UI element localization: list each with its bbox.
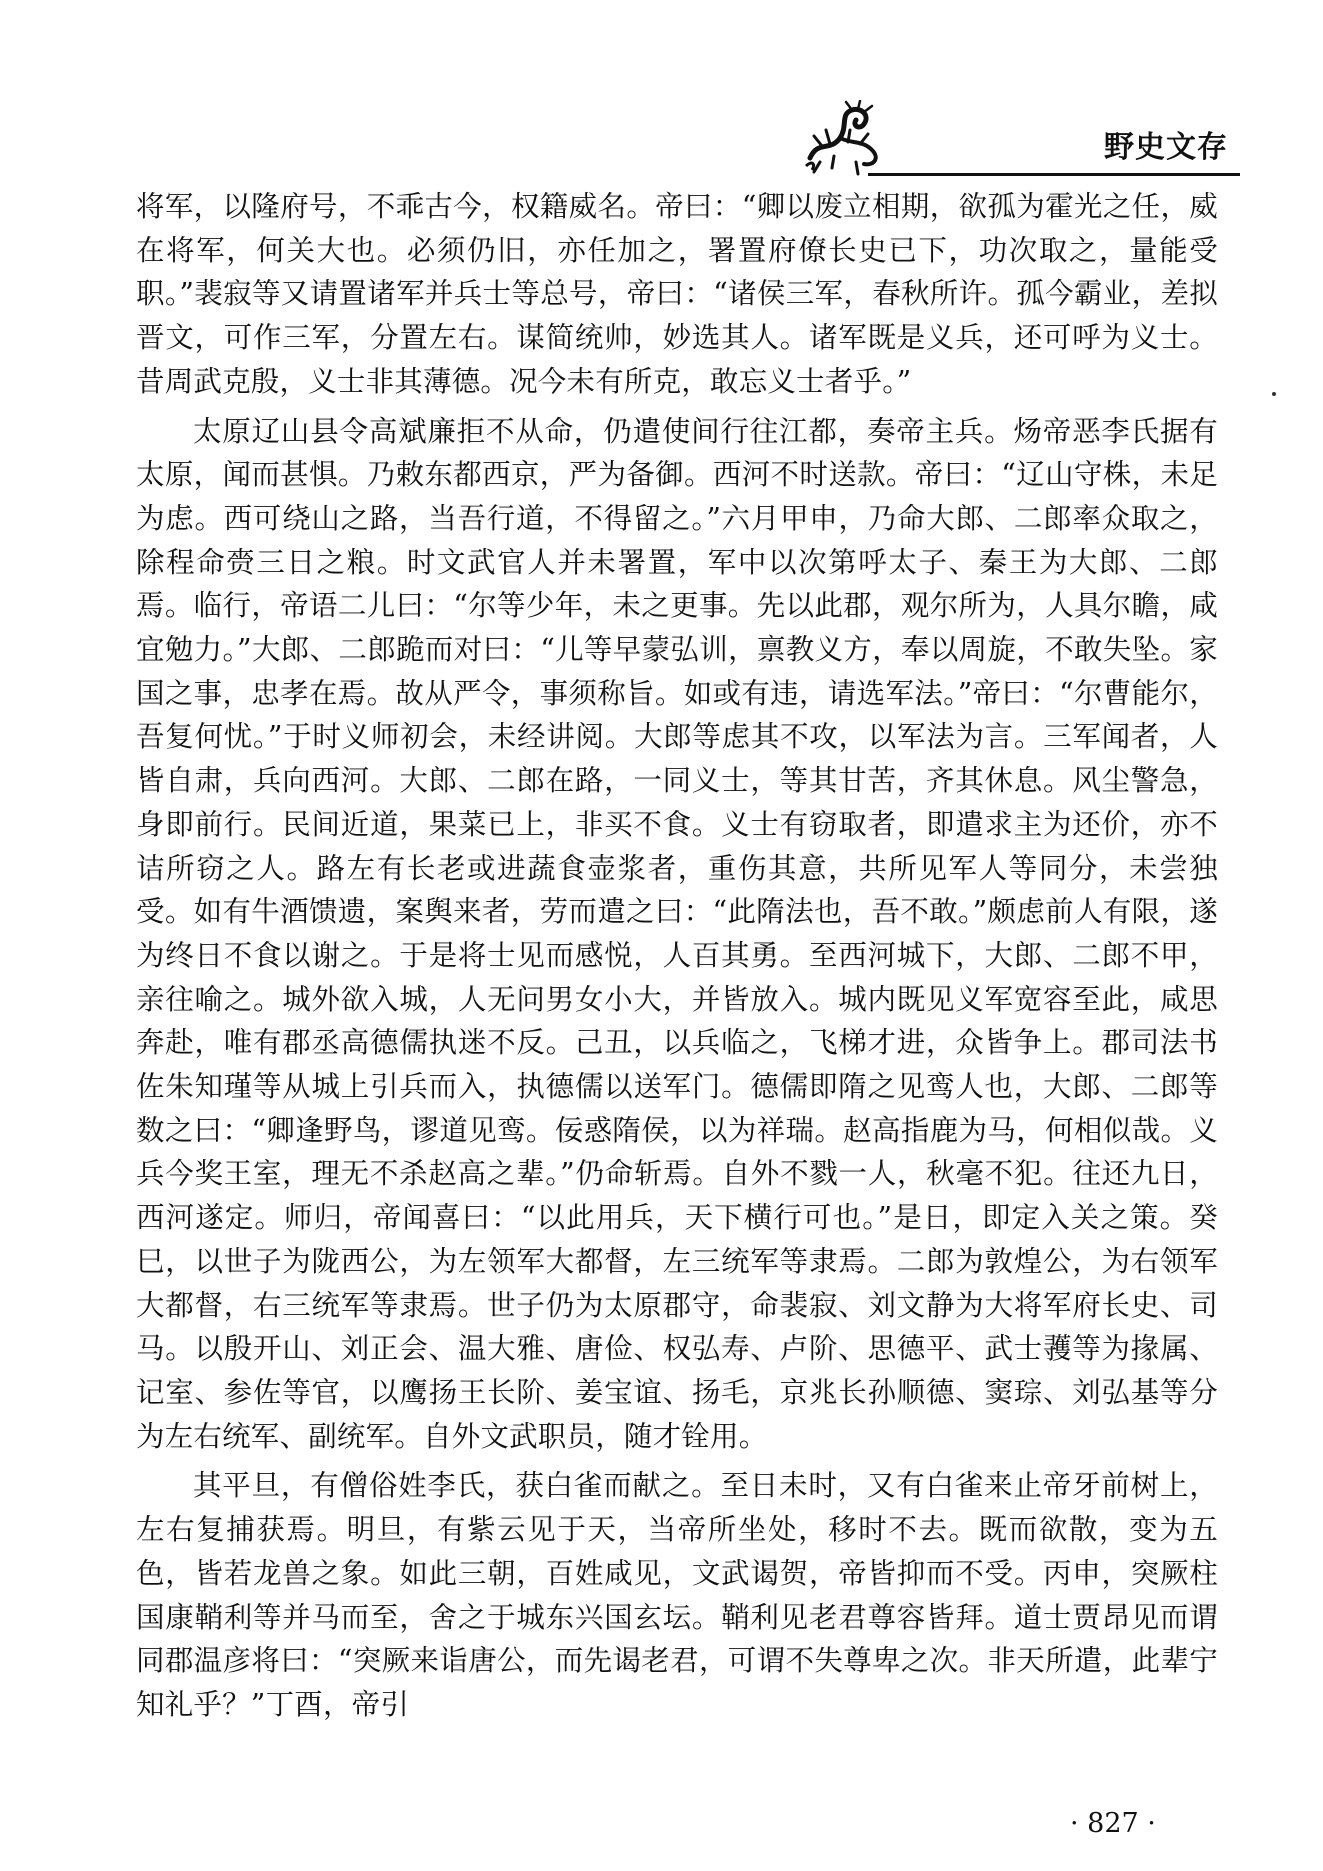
paragraph: 其平旦，有僧俗姓李氏，获白雀而献之。至日未时，又有白雀来止帝牙前树上，左右复捕获焉。明旦，有紫云见于天，当帝所坐处，移时不去。既而欲散，变为五色，皆若龙兽之象。如此三朝，百姓咸见，文武谒贺，帝皆抑而不受。丙申，突厥柱国康鞘利等并马而至，舍之于城东兴国玄坛。鞘利见老君尊容皆拜。道士贾昂见而谓同郡温彦将曰：“突厥来诣唐公，而先谒老君，可谓不失尊卑之次。非天所遣，此辈宁知礼乎？”丁酉，帝引 [136,1469,1218,1721]
body-text [136,185,1218,1733]
dragon-emblem-icon [800,100,890,178]
running-header [800,100,1240,180]
paragraph: 将军，以隆府号，不乖古今，权籍威名。帝曰：“卿以废立相期，欲孤为霍光之任，威在将军，何关大也。必须仍旧，亦任加之，署置府僚长史已下，功次取之，量能受职。”裴寂等又请置诸军并兵士等总号，帝曰：“诸侯三军，春秋所许。孤今霸业，差拟晋文，可作三军，分置左右。谋简统帅，妙选其人。诸军既是义兵，还可呼为义士。昔周武克殷，义士非其薄德。况今未有所克，敢忘义士者乎。” [136,190,1218,398]
page-number: · 827 · [1070,1808,1156,1839]
book-title: 野史文存 [1104,130,1228,165]
header-rule [868,173,1240,176]
scan-speck [1272,392,1276,396]
paragraph: 太原辽山县令高斌廉拒不从命，仍遣使间行往江都，奏帝主兵。炀帝恶李氏据有太原，闻而甚惧。乃敕东都西京，严为备御。西河不时送款。帝曰：“辽山守株，未足为虑。西可绕山之路，当吾行道，不得留之。”六月甲申，乃命大郎、二郎率众取之，除程命赍三日之粮。时文武官人并未署置，军中以次第呼太子、秦王为大郎、二郎焉。临行，帝语二儿曰：“尔等少年，未之更事。先以此郡，观尔所为，人具尔瞻，咸宜勉力。”大郎、二郎跪而对曰：“儿等早蒙弘训，禀教义方，奉以周旋，不敢失坠。家国之事，忠孝在焉。故从严令，事须称旨。如或有违，请选军法。”帝曰：“尔曹能尔，吾复何忧。”于时义师初会，未经讲阅。大郎等虑其不攻，以军法为言。三军闻者，人皆自肃，兵向西河。大郎、二郎在路，一同义士，等其甘苦，齐其休息。风尘警急，身即前行。民间近道，果菜已上，非买不食。义士有窃取者，即遣求主为还价，亦不诘所窃之人。路左有长老或进蔬食壶浆者，重伤其意，共所见军人等同分，未尝独受。如有牛酒馈遗，案舆来者，劳而遣之曰：“此隋法也，吾不敢。”颇虑前人有限，遂为终日不食以谢之。于是将士见而感悦，人百其勇。至西河城下，大郎、二郎不甲，亲往喻之。城外欲入城，人无问男女小大，并皆放入。城内既见义军宽容至此，咸思奔赴，唯有郡丞高德儒执迷不反。己丑，以兵临之，飞梯才进，众皆争上。郡司法书佐朱知瑾等从城上引兵而入，执德儒以送军门。德儒即隋之见鸾人也，大郎、二郎等数之曰：“卿逢野鸟，谬道见鸾。佞惑隋侯，以为祥瑞。赵高指鹿为马，何相似哉。义兵今奖王室，理无不杀赵高之辈。”仍命斩焉。自外不戮一人，秋毫不犯。往还九日，西河遂定。师归，帝闻喜曰：“以此用兵，天下横行可也。”是日，即定入关之策。癸巳，以世子为陇西公，为左领军大都督，左三统军等隶焉。二郎为敦煌公，为右领军大都督，右三统军等隶焉。世子仍为太原郡守，命裴寂、刘文静为大将军府长史、司马。以殷开山、刘正会、温大雅、唐俭、权弘寿、卢阶、思德平、武士彟等为掾属、记室、参佐等官，以鹰扬王长阶、姜宝谊、扬毛，京兆长孙顺德、窦琮、刘弘基等分为左右统军、副统军。自外文武职员，随才铨用。 [136,414,1218,1453]
